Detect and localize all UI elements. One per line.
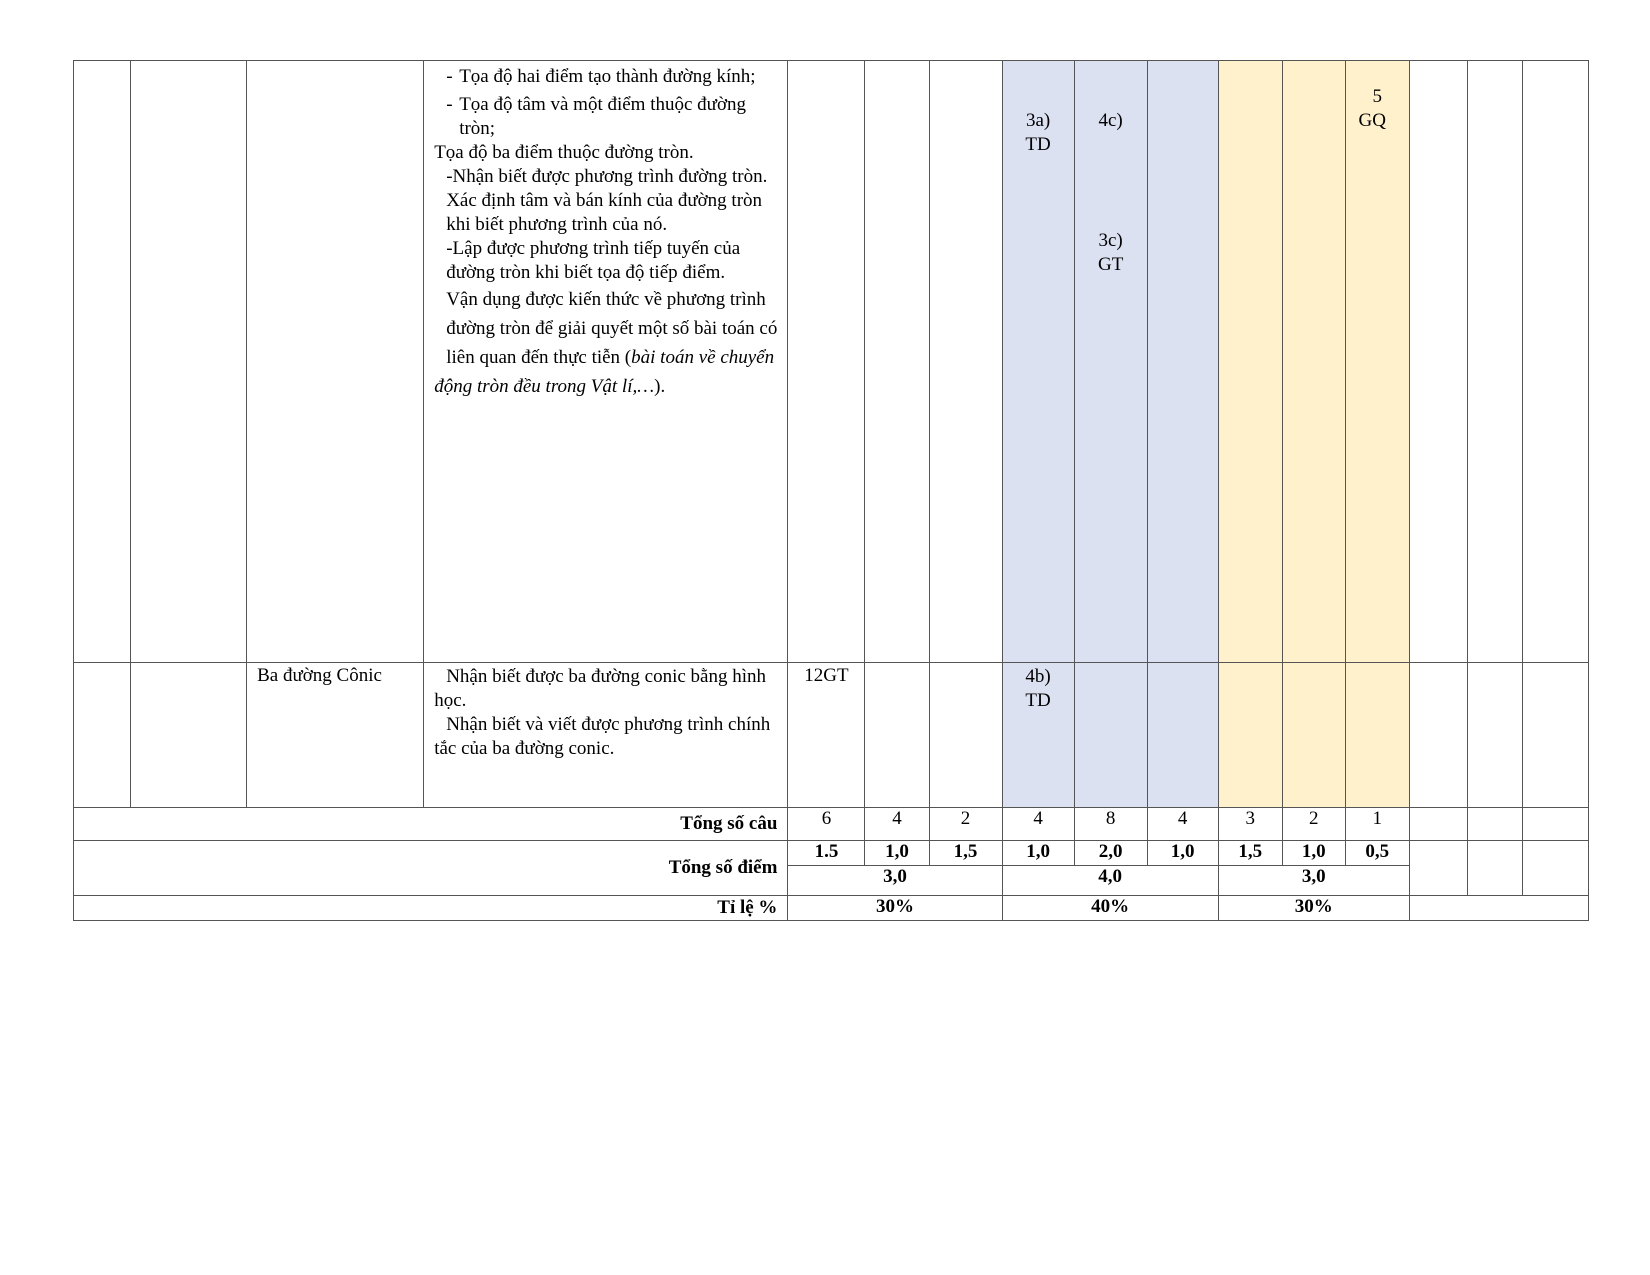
content-cell [424, 61, 788, 663]
content-line: Vận dụng được kiến thức về phương trình đường tròn để giải quyết một số bài toán có liên quan đến thực tiễn (bài toán về chuyển [446, 289, 778, 368]
total-points-row [74, 841, 1589, 866]
th-cell [1074, 663, 1147, 808]
points-cell: 1,0 [865, 841, 929, 866]
total-cell: 8 [1074, 808, 1147, 841]
total-cell: 2 [1282, 808, 1345, 841]
question-ref: 4c) [1098, 110, 1123, 131]
group-points-cell: 3,0 [1218, 866, 1409, 896]
table-row [74, 663, 1589, 808]
extra-cell [1467, 61, 1522, 663]
total-cell: 4 [1147, 808, 1218, 841]
total-cell: 4 [1002, 808, 1074, 841]
extra-cell [1467, 841, 1522, 896]
total-points-label: Tổng số điểm [74, 841, 788, 896]
table-row [74, 61, 1589, 663]
extra-cell [1409, 896, 1588, 921]
ratio-label: Tỉ lệ % [74, 896, 788, 921]
question-ref: 3a) [1025, 110, 1051, 131]
points-cell: 0,5 [1345, 841, 1409, 866]
content-line: Nhận biết và viết được phương trình chính tắc của ba đường conic. [434, 714, 771, 759]
vd-cell [1282, 663, 1345, 808]
competency-tag: TD [1025, 690, 1051, 711]
group-points-cell: 3,0 [788, 866, 1002, 896]
extra-cell [1409, 663, 1467, 808]
points-cell: 1,5 [929, 841, 1002, 866]
extra-cell [1522, 841, 1588, 896]
vd-cell [1282, 61, 1345, 663]
points-cell: 2,0 [1074, 841, 1147, 866]
nb-cell [788, 61, 865, 663]
th-cell [1002, 61, 1074, 663]
th-cell [1147, 61, 1218, 663]
nb-cell [865, 61, 929, 663]
total-cell: 6 [788, 808, 865, 841]
points-cell: 1,0 [1147, 841, 1218, 866]
content-line: -Lập được phương trình tiếp tuyến của đường tròn khi biết tọa độ tiếp điểm. [446, 238, 741, 283]
points-cell: 1.5 [788, 841, 865, 866]
content-bullet: - Tọa độ tâm và một điểm thuộc đường tròn; [434, 93, 779, 141]
vd-cell [1345, 61, 1409, 663]
nb-cell [929, 663, 1002, 808]
question-ref: 3c) [1098, 230, 1123, 251]
points-cell: 1,5 [1218, 841, 1282, 866]
competency-tag: GT [1097, 254, 1124, 275]
extra-cell [1409, 808, 1467, 841]
content-line: Tọa độ ba điểm thuộc đường tròn. [434, 142, 694, 163]
th-cell [1147, 663, 1218, 808]
topic-cell [247, 61, 424, 663]
competency-tag: TD [1025, 134, 1051, 155]
content-bullet: - Tọa độ hai điểm tạo thành đường kính; [434, 65, 779, 89]
content-line: Nhận biết được ba đường conic bằng hình học. [434, 666, 767, 711]
extra-cell [1409, 61, 1467, 663]
ratio-cell: 30% [1218, 896, 1409, 921]
question-ref: 12GT [804, 665, 849, 686]
group-points-cell: 4,0 [1002, 866, 1218, 896]
question-ref: 5 [1372, 86, 1383, 107]
extra-cell [1522, 808, 1588, 841]
ratio-row [74, 896, 1589, 921]
th-cell [1002, 663, 1074, 808]
total-cell: 2 [929, 808, 1002, 841]
topic-cell [247, 663, 424, 808]
ratio-cell: 30% [788, 896, 1002, 921]
extra-cell [1409, 841, 1467, 896]
nb-cell [929, 61, 1002, 663]
stt-cell [74, 61, 131, 663]
content-line: -Nhận biết được phương trình đường tròn. Xác định tâm và bán kính của đường tròn khi biết phương trình của nó. [446, 166, 768, 235]
vd-cell [1218, 663, 1282, 808]
nb-cell [788, 663, 865, 808]
total-questions-label: Tổng số câu [74, 808, 788, 841]
vd-cell [1218, 61, 1282, 663]
chapter-cell [131, 61, 247, 663]
points-cell: 1,0 [1282, 841, 1345, 866]
ratio-cell: 40% [1002, 896, 1218, 921]
topic-label: Ba đường Cônic [257, 665, 382, 686]
th-cell [1074, 61, 1147, 663]
total-cell: 3 [1218, 808, 1282, 841]
question-ref: 4b) [1025, 666, 1051, 687]
extra-cell [1522, 61, 1588, 663]
total-cell: 1 [1345, 808, 1409, 841]
extra-cell [1467, 663, 1522, 808]
content-line: động tròn đều trong Vật lí,…). [434, 376, 666, 397]
stt-cell [74, 663, 131, 808]
chapter-cell [131, 663, 247, 808]
total-cell: 4 [865, 808, 929, 841]
extra-cell [1467, 808, 1522, 841]
extra-cell [1522, 663, 1588, 808]
matrix-table [73, 60, 1589, 921]
content-cell [424, 663, 788, 808]
total-questions-row [74, 808, 1589, 841]
vd-cell [1345, 663, 1409, 808]
competency-tag: GQ [1358, 110, 1386, 131]
points-cell: 1,0 [1002, 841, 1074, 866]
nb-cell [865, 663, 929, 808]
